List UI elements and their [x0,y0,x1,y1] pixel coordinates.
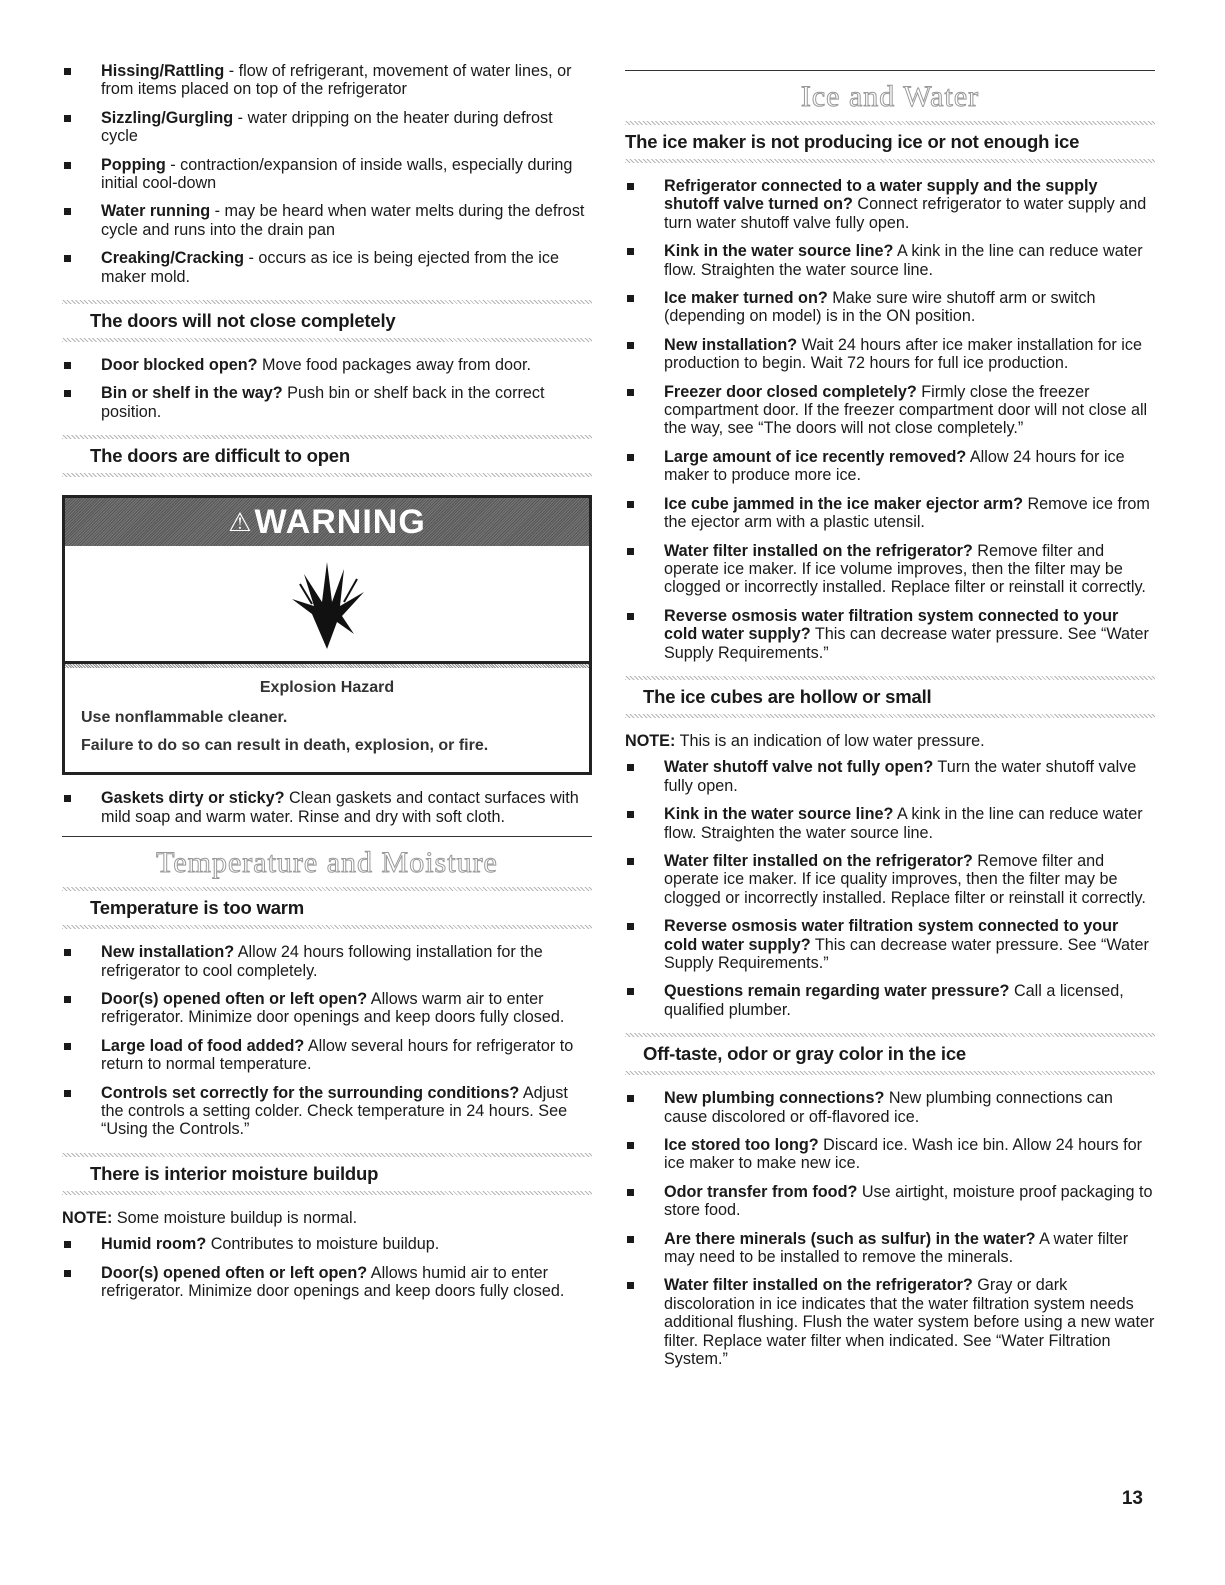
moisture-note: NOTE: Some moisture buildup is normal. [62,1208,358,1227]
warning-line: Failure to do so can result in death, explosion, or fire. [81,737,489,755]
explosion-hazard-icon [65,546,589,664]
section-heading: Temperature is too warm [90,897,305,919]
temp-warm-heading-block [62,887,592,929]
bullet-square-icon [627,1282,634,1289]
bullet-square-icon [627,988,634,995]
list-item: New installation? Wait 24 hours after ice maker installation for ice production to begin. Wait 72 hours for full ice production. [625,336,1155,373]
bullet-square-icon [627,1095,634,1102]
doors-close-list [62,356,592,421]
bullet-square-icon [64,255,71,262]
list-item: Kink in the water source line? A kink in the line can reduce water flow. Straighten the water source line. [625,805,1155,842]
list-item: Water filter installed on the refrigerator? Gray or dark discoloration in ice indicates that the water filtration system needs additional flushing. Flush the water system before using a new water filter. Replace water filter when indicated. See “Water Filtration System.” [625,1276,1155,1368]
bullet-square-icon [64,115,71,122]
bullet-square-icon [64,1241,71,1248]
bullet-square-icon [627,183,634,190]
hollow-list [625,758,1155,1019]
ice-water-section-title: Ice and Water [800,80,980,113]
list-item: Creaking/Cracking - occurs as ice is being ejected from the ice maker mold. [62,249,592,286]
section-heading: The ice maker is not producing ice or not enough ice [625,131,1080,152]
list-item: Controls set correctly for the surrounding conditions? Adjust the controls a setting colder. Check temperature in 24 hours. See “Using the Controls.” [62,1084,592,1139]
list-item: Door blocked open? Move food packages away from door. [62,356,592,374]
warning-line: Use nonflammable cleaner. [81,709,288,727]
bullet-square-icon [627,548,634,555]
list-item: Bin or shelf in the way? Push bin or shelf back in the correct position. [62,384,592,421]
warning-box [62,495,592,775]
bullet-square-icon [627,858,634,865]
moisture-list [62,1235,592,1300]
bullet-square-icon [627,1189,634,1196]
noise-list [62,62,592,286]
not-enough-heading-block [625,121,1155,163]
gaskets-list [62,789,592,826]
bullet-square-icon [627,295,634,302]
list-item: Water filter installed on the refrigerator? Remove filter and operate ice maker. If ice quality improves, then the filter may be clogged or incorrectly installed. Replace filter or reinstall it correctly. [625,852,1155,907]
moisture-heading-block [62,1153,592,1195]
section-heading: The doors will not close completely [90,310,396,332]
bullet-square-icon [64,362,71,369]
bullet-square-icon [64,795,71,802]
off-taste-list [625,1089,1155,1368]
hollow-heading-block [625,676,1155,718]
list-item: Freezer door closed completely? Firmly close the freezer compartment door. If the freezer compartment door will not close all the way, see “The doors will not close completely.” [625,383,1155,438]
warning-header [65,498,589,546]
list-item: Door(s) opened often or left open? Allows humid air to enter refrigerator. Minimize door openings and keep doors fully closed. [62,1264,592,1301]
list-item: Door(s) opened often or left open? Allows warm air to enter refrigerator. Minimize door openings and keep doors fully closed. [62,990,592,1027]
right-column [625,70,1155,1379]
list-item: Sizzling/Gurgling - water dripping on the heater during defrost cycle [62,109,592,146]
bullet-square-icon [64,68,71,75]
section-heading: The ice cubes are hollow or small [643,685,932,707]
list-item: Refrigerator connected to a water supply and the supply shutoff valve turned on? Connect refrigerator to water supply and turn water shutoff valve fully open. [625,177,1155,232]
hazard-label: Explosion Hazard [259,679,395,697]
doors-open-heading-block [62,435,592,477]
bullet-square-icon [64,162,71,169]
temp-warm-list [62,943,592,1139]
page-number: 13 [1121,1488,1143,1509]
warning-title: WARNING [254,502,426,541]
left-column [62,62,592,1310]
temperature-section-title: Temperature and Moisture [156,846,498,880]
list-item: Questions remain regarding water pressure? Call a licensed, qualified plumber. [625,982,1155,1019]
bullet-square-icon [627,1236,634,1243]
list-item: Ice maker turned on? Make sure wire shutoff arm or switch (depending on model) is in the ON position. [625,289,1155,326]
list-item: Reverse osmosis water filtration system connected to your cold water supply? This can decrease water pressure. See “Water Supply Requirements.” [625,607,1155,662]
bullet-square-icon [64,1043,71,1050]
hollow-note: NOTE: This is an indication of low water pressure. [625,731,985,750]
section-heading: The doors are difficult to open [90,445,350,467]
bullet-square-icon [627,389,634,396]
bullet-square-icon [627,248,634,255]
bullet-square-icon [64,1270,71,1277]
list-item: Large load of food added? Allow several hours for refrigerator to return to normal temperature. [62,1037,592,1074]
bullet-square-icon [627,501,634,508]
not-enough-list [625,177,1155,662]
bullet-square-icon [627,613,634,620]
list-item: Reverse osmosis water filtration system connected to your cold water supply? This can decrease water pressure. See “Water Supply Requirements.” [625,917,1155,972]
list-item: Water shutoff valve not fully open? Turn the water shutoff valve fully open. [625,758,1155,795]
list-item: Popping - contraction/expansion of inside walls, especially during initial cool-down [62,156,592,193]
list-item: Are there minerals (such as sulfur) in the water? A water filter may need to be installed to remove the minerals. [625,1230,1155,1267]
bullet-square-icon [627,764,634,771]
bullet-square-icon [64,949,71,956]
bullet-square-icon [64,1090,71,1097]
list-item: New installation? Allow 24 hours following installation for the refrigerator to cool completely. [62,943,592,980]
list-item: Large amount of ice recently removed? Allow 24 hours for ice maker to produce more ice. [625,448,1155,485]
list-item: New plumbing connections? New plumbing connections can cause discolored or off-flavored ice. [625,1089,1155,1126]
bullet-square-icon [627,342,634,349]
list-item: Water running - may be heard when water melts during the defrost cycle and runs into the drain pan [62,202,592,239]
doors-close-heading-block [62,300,592,342]
list-item: Kink in the water source line? A kink in the line can reduce water flow. Straighten the water source line. [625,242,1155,279]
bullet-square-icon [64,996,71,1003]
off-taste-heading-block [625,1033,1155,1075]
list-item: Odor transfer from food? Use airtight, moisture proof packaging to store food. [625,1183,1155,1220]
list-item: Hissing/Rattling - flow of refrigerant, movement of water lines, or from items placed on top of the refrigerator [62,62,592,99]
warning-triangle-icon: ⚠ [228,506,253,537]
section-heading: There is interior moisture buildup [90,1162,379,1184]
bullet-square-icon [64,390,71,397]
list-item: Ice cube jammed in the ice maker ejector arm? Remove ice from the ejector arm with a plastic utensil. [625,495,1155,532]
bullet-square-icon [64,208,71,215]
bullet-square-icon [627,811,634,818]
list-item: Water filter installed on the refrigerator? Remove filter and operate ice maker. If ice volume improves, then the filter may be clogged or incorrectly installed. Replace filter or reinstall it correctly. [625,542,1155,597]
bullet-square-icon [627,923,634,930]
bullet-square-icon [627,454,634,461]
list-item: Humid room? Contributes to moisture buildup. [62,1235,592,1253]
section-heading: Off-taste, odor or gray color in the ice [643,1043,966,1065]
list-item: Ice stored too long? Discard ice. Wash ice bin. Allow 24 hours for ice maker to make new ice. [625,1136,1155,1173]
list-item: Gaskets dirty or sticky? Clean gaskets and contact surfaces with mild soap and warm water. Rinse and dry with soft cloth. [62,789,592,826]
bullet-square-icon [627,1142,634,1149]
